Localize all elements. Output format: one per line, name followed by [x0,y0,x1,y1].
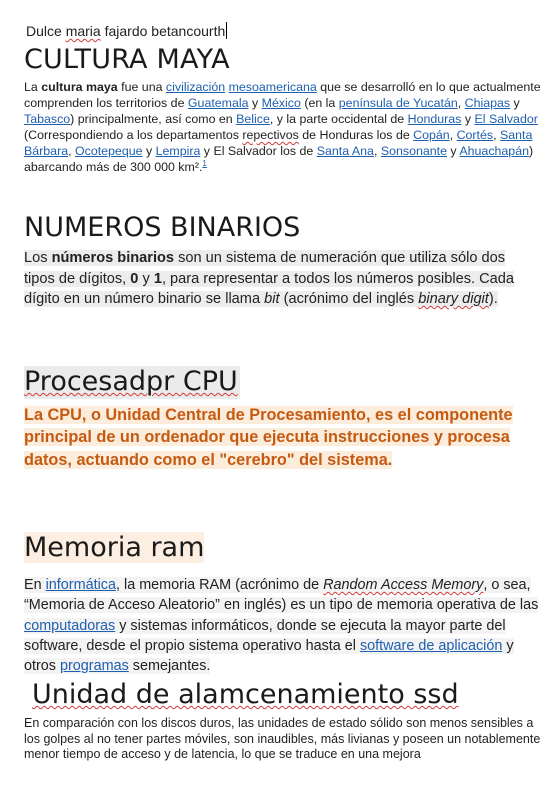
misspelled-word: repectivos [242,128,299,142]
heading-memoria-ram: Memoria ram [24,532,205,563]
link-software-aplicacion[interactable]: software de aplicación [359,637,503,654]
link-civilizacion[interactable]: civilización [165,80,226,94]
author-line[interactable] [26,22,227,39]
link-ocotepeque[interactable]: Ocotepeque [74,144,143,158]
link-sonsonante[interactable]: Sonsonante [380,144,447,158]
heading-procesador-cpu: Procesadpr CPU [24,366,238,397]
link-honduras[interactable]: Honduras [407,112,462,126]
link-tabasco[interactable]: Tabasco [24,112,71,126]
link-el-salvador[interactable]: El Salvador [474,112,538,126]
link-belice[interactable]: Belice [236,112,270,126]
link-santa-barbara[interactable]: Santa Bárbara [24,128,533,158]
link-mesoamericana[interactable]: mesoamericana [228,80,317,94]
paragraph-numeros-binarios: Los números binarios son un sistema de numeración que utiliza sólo dos tipos de dígitos, 0 y 1, para representar a todos los números posibles. Cada dígito en un número binario se llama bit (acrónimo del inglés binary digit). [24,250,515,307]
footnote-link[interactable]: 1 [202,158,207,168]
author-text: fajardo [100,23,152,39]
link-programas[interactable]: programas [60,658,129,675]
paragraph-memoria-ram: En informática, la memoria RAM (acrónimo de Random Access Memory, o sea, “Memoria de Acceso Aleatorio” en inglés) es un tipo de memoria operativa de las computadoras y sistemas informáticos, donde se ejecuta la mayor parte del software, desde el propio sistema operativo hasta el software de aplicación y otros programas semejantes. [24,577,539,675]
link-computadoras[interactable]: computadoras [24,617,116,634]
heading-unidad-almacenamiento-ssd: Unidad de alamcenamiento ssd [32,679,459,710]
link-santa-ana[interactable]: Santa Ana [316,144,374,158]
paragraph-cultura-maya: La cultura maya fue una civilización mesoamericana que se desarrolló en lo que actualmente comprenden los territorios de Guatemala y México (en la península de Yucatán, Chiapas y Tabasco) principalmente, así como en Belice, y la parte occidental de Honduras y El Salvador (Correspondiendo a los departamentos repectivos de Honduras los de Copán, Cortés, Santa Bárbara, Ocotepeque y Lempira y El Salvador los de Santa Ana, Sonsonante y Ahuachapán) abarcando más de 300 000 km².$^1$ [24,80,541,174]
link-ahuachapan[interactable]: Ahuachapán [459,144,529,158]
link-mexico[interactable]: México [261,96,301,110]
link-chiapas[interactable]: Chiapas [464,96,511,110]
link-informatica[interactable]: informática [45,577,116,593]
paragraph-procesador-cpu: La CPU, o Unidad Central de Procesamiento, es el componente principal de un ordenador que ejecuta instrucciones y procesa datos, actuando como el "cerebro" del sistema. [24,406,513,469]
heading-numeros-binarios: NUMEROS BINARIOS [24,212,301,243]
author-text: Dulce [26,23,66,39]
misspelled-word: maria [65,23,101,39]
link-peninsula-yucatan[interactable]: península de Yucatán [338,96,458,110]
link-lempira[interactable]: Lempira [155,144,201,158]
link-guatemala[interactable]: Guatemala [187,96,249,110]
link-cortes[interactable]: Cortés [456,128,494,142]
link-copan[interactable]: Copán [413,128,450,142]
text-cursor [226,22,227,39]
heading-cultura-maya: CULTURA MAYA [24,44,230,75]
author-text: betancourth [151,23,226,39]
paragraph-unidad-almacenamiento-ssd: En comparación con los discos duros, las unidades de estado sólido son menos sensibles a los golpes al no tener partes móviles, son inaudibles, más livianas y poseen un notablemente menor tiempo de acceso y de latencia, lo que se traduce en una mejora [24,716,541,761]
